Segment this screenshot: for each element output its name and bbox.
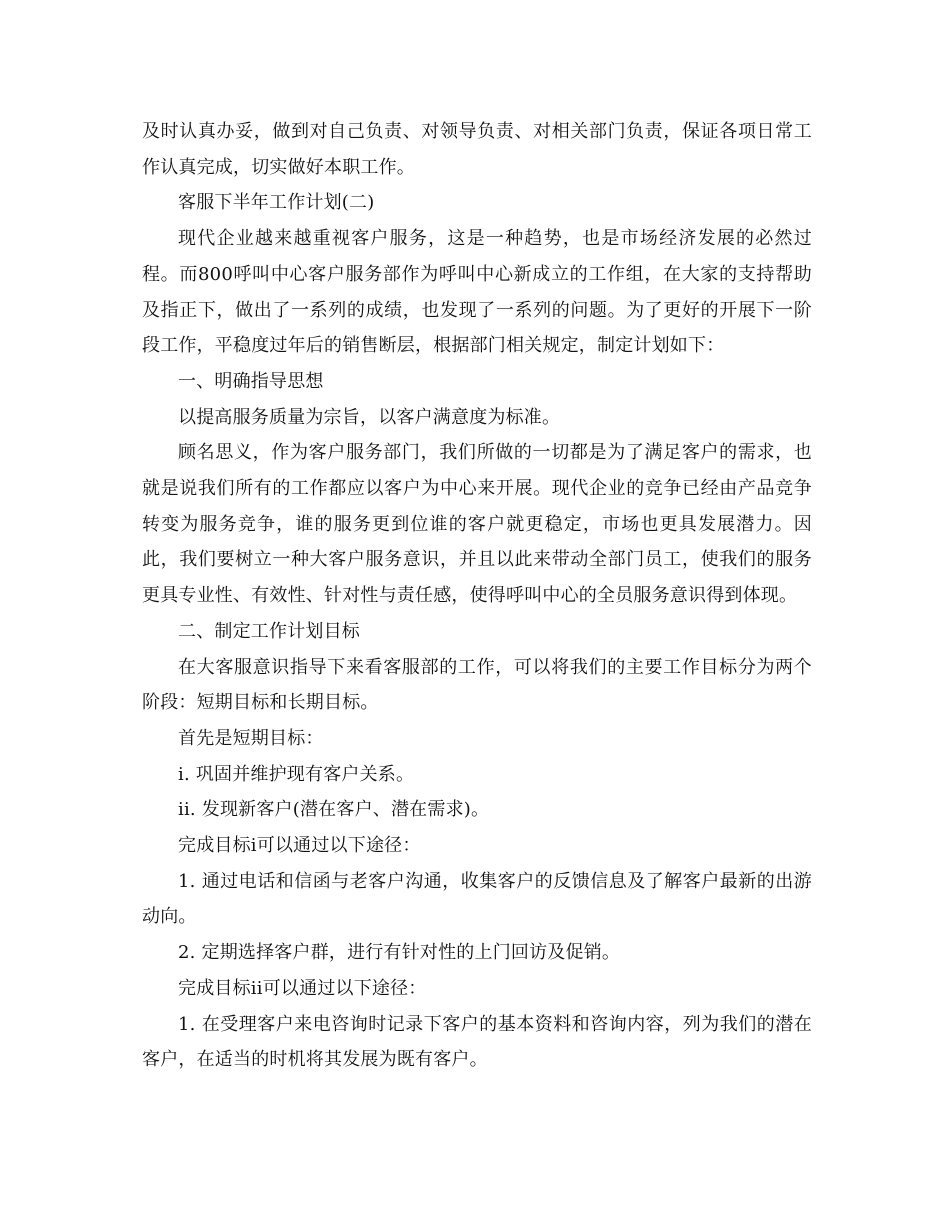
paragraph-goal-ii-methods: 完成目标ii可以通过以下途径： [178,977,427,999]
heading-guiding-thought: 一、明确指导思想 [178,370,324,392]
paragraph-intro: 现代企业越来越重视客户服务，这是一种趋势，也是市场经济发展的必然过程。而800呼叫中心客户服务部作为呼叫中心新成立的工作组，在大家的支持帮助及指正下，做出了一系列的成绩，也发现了一系列的问题。为了更好的开展下一阶段工作，平稳度过年后的销售断层，根据部门相关规定，制定计划如下： [142,228,812,357]
paragraph-short-term: 首先是短期目标： [178,727,324,749]
paragraph-continuation: 及时认真办妥，做到对自己负责、对领导负责、对相关部门负责，保证各项日常工作认真完成，切实做好本职工作。 [142,121,812,178]
document-body [142,114,812,1078]
heading-work-goals: 二、制定工作计划目标 [178,620,360,642]
paragraph-service-awareness: 顾名思义，作为客户服务部门，我们所做的一切都是为了满足客户的需求，也就是说我们所有的工作都应以客户为中心来开展。现代企业的竞争已经由产品竞争转变为服务竞争，谁的服务更到位谁的客户就更稳定，市场也更具发展潜力。因此，我们要树立一种大客户服务意识，并且以此来带动全部门员工，使我们的服务更具专业性、有效性、针对性与责任感，使得呼叫中心的全员服务意识得到体现。 [142,442,812,607]
list-item-goal-i: i. 巩固并维护现有客户关系。 [178,763,415,785]
list-item-method-ii-1: 1. 在受理客户来电咨询时记录下客户的基本资料和咨询内容，列为我们的潜在客户，在适当的时机将其发展为既有客户。 [142,1013,812,1071]
list-item-goal-ii: ii. 发现新客户(潜在客户、潜在需求)。 [178,799,490,821]
paragraph-goal-stages: 在大客服意识指导下来看客服部的工作，可以将我们的主要工作目标分为两个阶段：短期目标和长期目标。 [142,656,812,714]
section-title: 客服下半年工作计划(二) [178,192,375,214]
paragraph-principle: 以提高服务质量为宗旨，以客户满意度为标准。 [178,406,561,428]
list-item-method-1: 1. 通过电话和信函与老客户沟通，收集客户的反馈信息及了解客户最新的出游动向。 [142,870,812,928]
list-item-method-2: 2. 定期选择客户群，进行有针对性的上门回访及促销。 [178,942,621,964]
paragraph-goal-i-methods: 完成目标i可以通过以下途径： [178,835,421,857]
